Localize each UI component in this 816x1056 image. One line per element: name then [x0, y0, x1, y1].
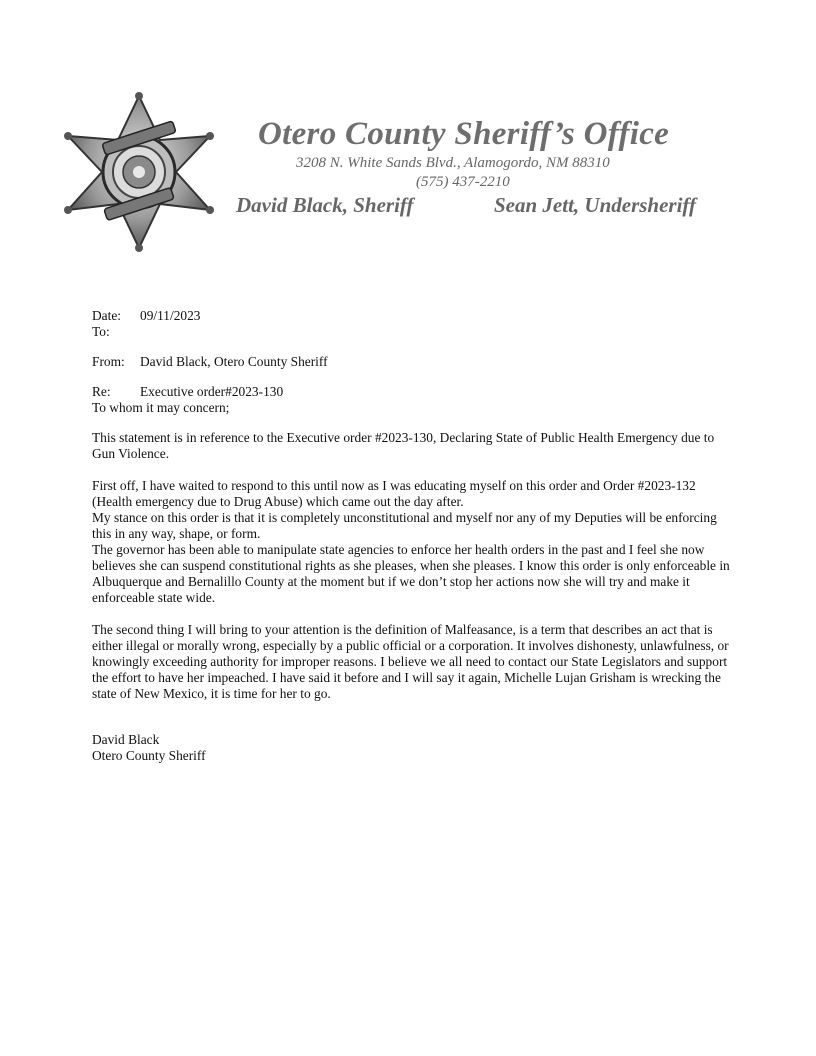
salutation: To whom it may concern; [92, 400, 230, 415]
paragraph: First off, I have waited to respond to this until now as I was educating myself on this order and Order #2023-132 (Health emergency due to Drug Abuse) which came out the day after. [92, 478, 696, 509]
to-label: To: [92, 324, 110, 339]
re-row [92, 384, 732, 400]
office-name: Otero County Sheriff’s Office [258, 116, 670, 152]
paragraph: The second thing I will bring to your attention is the definition of Malfeasance, is a term that describes an act that is either illegal or morally wrong, especially by a public official or a corporation. It involves dishonesty, unlawfulness, or knowingly exceeding authority for improper reasons. I believe we all need to contact our State Legislators and support the effort to have her impeached. I have said it before and I will say it again, Michelle Lujan Grisham is wrecking the state of New Mexico, it is time for her to go. [92, 622, 729, 701]
office-address: 3208 N. White Sands Blvd., Alamogordo, NM 88310 [296, 155, 610, 171]
date-label: Date: [92, 308, 121, 323]
sheriff-star-badge-icon [64, 92, 214, 252]
memo-body [92, 308, 732, 764]
office-phone: (575) 437-2210 [416, 174, 510, 190]
paragraph: My stance on this order is that it is completely unconstitutional and myself nor any of my Deputies will be enforcing this in any way, shape, or form. [92, 510, 717, 541]
from-label: From: [92, 354, 125, 369]
re-value: Executive order#2023-130 [140, 384, 284, 399]
signature-title: Otero County Sheriff [92, 748, 206, 763]
sheriff-name: David Black, Sheriff [236, 193, 414, 217]
signature-name: David Black [92, 732, 160, 747]
paragraph: This statement is in reference to the Executive order #2023-130, Declaring State of Public Health Emergency due to Gun Violence. [92, 430, 715, 461]
undersheriff-name: Sean Jett, Undersheriff [494, 193, 697, 217]
date-row [92, 308, 732, 324]
from-row [92, 354, 732, 370]
date-value: 09/11/2023 [140, 308, 201, 323]
to-row [92, 324, 732, 340]
from-value: David Black, Otero County Sheriff [140, 354, 328, 369]
paragraph: The governor has been able to manipulate state agencies to enforce her health orders in the past and I feel she now believes she can suspend constitutional rights as she pleases, when she pleases. I know this order is only enforceable in Albuquerque and Bernalillo County at the moment but if we don’t stop her actions now she will try and make it enforceable state wide. [92, 542, 730, 605]
signature-block [92, 732, 732, 764]
re-label: Re: [92, 384, 111, 399]
